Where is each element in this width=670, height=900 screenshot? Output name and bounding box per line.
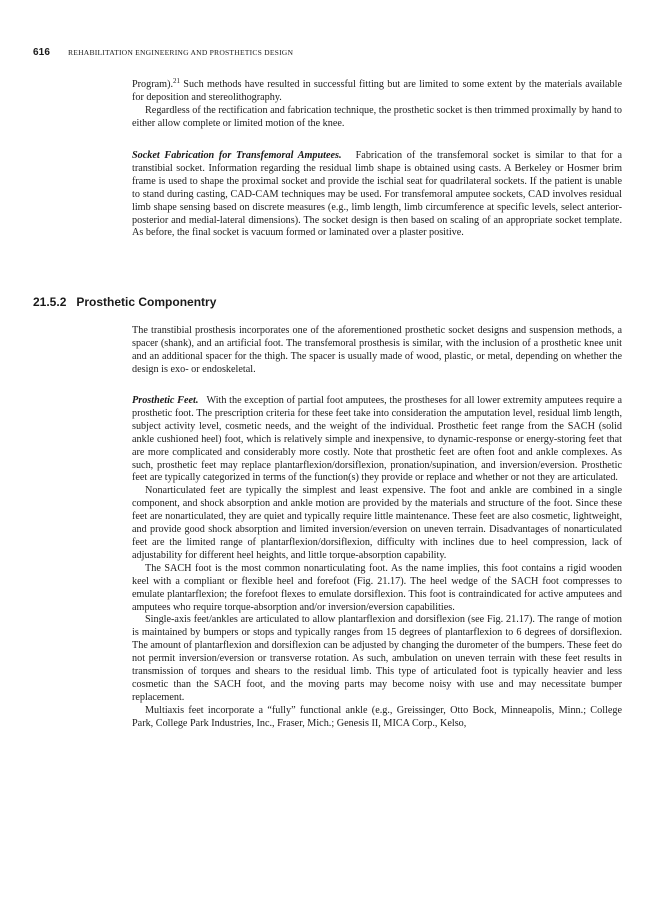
running-header: [33, 47, 293, 58]
section-number: 21.5.2: [33, 295, 67, 309]
paragraph: [132, 150, 622, 240]
paragraph: Single-axis feet/ankles are articulated to allow plantarflexion and dorsiflexion (see Fig. 21.17). The range of motion is maintained by bumpers or stops and typically ranges from 15 degrees of plantarflexion to 6 degrees of dorsiflexion. The amount of plantarflexion and dorsiflexion can be adjusted by changing the durometer of the bumpers. These feet do not permit inversion/eversion or transverse rotation. As such, ambulation on uneven terrain with these feet results in transmission of torques and shears to the residual limb. This type of articulated foot is typically heavier and less cosmetic than the SACH foot, and the moving parts may become noisy with use and may necessitate bumper replacement.: [132, 614, 622, 703]
paragraph: [132, 395, 622, 485]
paragraph: Nonarticulated feet are typically the simplest and least expensive. The foot and ankle are combined in a single component, and shock absorption and ankle motion are provided by the materials and structure of the foot. Since these feet are nonarticulated, they are quiet and typically require little maintenance. These feet are also cosmetic, lightweight, and provide good shock absorption and limited inversion/eversion on uneven terrain. Disadvantages of nonarticulated feet are the limited range of plantarflexion/dorsiflexion, difficulty with inclines due to heel compression, lack of adjustability for different heel heights, and little torque-absorption capability.: [132, 485, 622, 561]
run-in-heading: Socket Fabrication for Transfemoral Amputees.: [132, 150, 342, 161]
continued-text-block: [132, 79, 622, 131]
footnote-reference: 21: [173, 77, 181, 85]
section-heading: [33, 295, 216, 309]
paragraph: The transtibial prosthesis incorporates one of the aforementioned prosthetic socket designs and suspension methods, a spacer (shank), and an artificial foot. The transfemoral prosthesis is similar, with the inclusion of a prosthetic knee unit and an additional spacer for the thigh. The spacer is usually made of wood, plastic, or metal, depending on whether the design is exo- or endoskeletal.: [132, 325, 622, 375]
paragraph: [132, 79, 622, 105]
componentry-intro: [132, 325, 622, 377]
page-number: 616: [33, 47, 50, 58]
prosthetic-feet-section: [132, 395, 622, 731]
running-title: REHABILITATION ENGINEERING AND PROSTHETICS DESIGN: [68, 48, 294, 57]
paragraph-text: Program).: [132, 79, 174, 90]
run-in-heading: Prosthetic Feet.: [132, 395, 199, 406]
transfemoral-socket-section: [132, 150, 622, 240]
paragraph: The SACH foot is the most common nonarticulating foot. As the name implies, this foot contains a rigid wooden keel with a compliant or flexible heel and forefoot (Fig. 21.17). The heel wedge of the SACH foot compresses to emulate plantarflexion; the forefoot flexes to emulate dorsiflexion. This foot is contraindicated for active amputees and amputees who require torque-absorption and/or inversion/eversion capabilities.: [132, 562, 622, 613]
paragraph: Multiaxis feet incorporate a “fully” functional ankle (e.g., Greissinger, Otto Bock, Minneapolis, Minn.; College Park, College Park Industries, Inc., Fraser, Mich.; Genesis II, MICA Corp., Kelso,: [132, 704, 622, 729]
paragraph-text: Such methods have resulted in successful fitting but are limited to some extent by the materials available for deposition and stereolithography.: [132, 79, 622, 103]
section-title: Prosthetic Componentry: [76, 295, 217, 309]
paragraph: Regardless of the rectification and fabrication technique, the prosthetic socket is then trimmed proximally by hand to either allow complete or limited motion of the knee.: [132, 104, 622, 129]
paragraph-text: With the exception of partial foot amputees, the prostheses for all lower extremity amputees require a prosthetic foot. The prescription criteria for these feet take into consideration the amputation level, residual limb length, subject activity level, cosmetic needs, and the weight of the individual. Prosthetic feet range from the SACH (solid ankle cushioned heel) foot, which is relatively simple and inexpensive, to dynamic-response or energy-storing feet that are more complicated and considerably more costly. Note that prosthetic feet are often foot and ankle complexes. As such, prosthetic feet may replace plantarflexion/dorsiflexion, pronation/supination, and inversion/eversion. Prosthetic feet are typically categorized in terms of the function(s) they provide or replace and whether or not they are articulated.: [132, 395, 622, 484]
paragraph-text: Fabrication of the transfemoral socket is similar to that for a transtibial socket. Information regarding the residual limb shape is obtained using casts. A Berkeley or Hosmer brim frame is used to shape the proximal socket and provide the ischial seat for quadrilateral sockets. If the patient is unable to stand during casting, CAD-CAM techniques may be used. For transfemoral amputee sockets, CAD involves residual limb shape sensing based on discrete measures (e.g., limb length, limb circumference at specific levels, select anterior-posterior and medial-lateral dimensions). The socket design is then based on scaling of an appropriate socket template. As before, the final socket is vacuum formed or laminated over a plaster positive.: [132, 150, 623, 239]
